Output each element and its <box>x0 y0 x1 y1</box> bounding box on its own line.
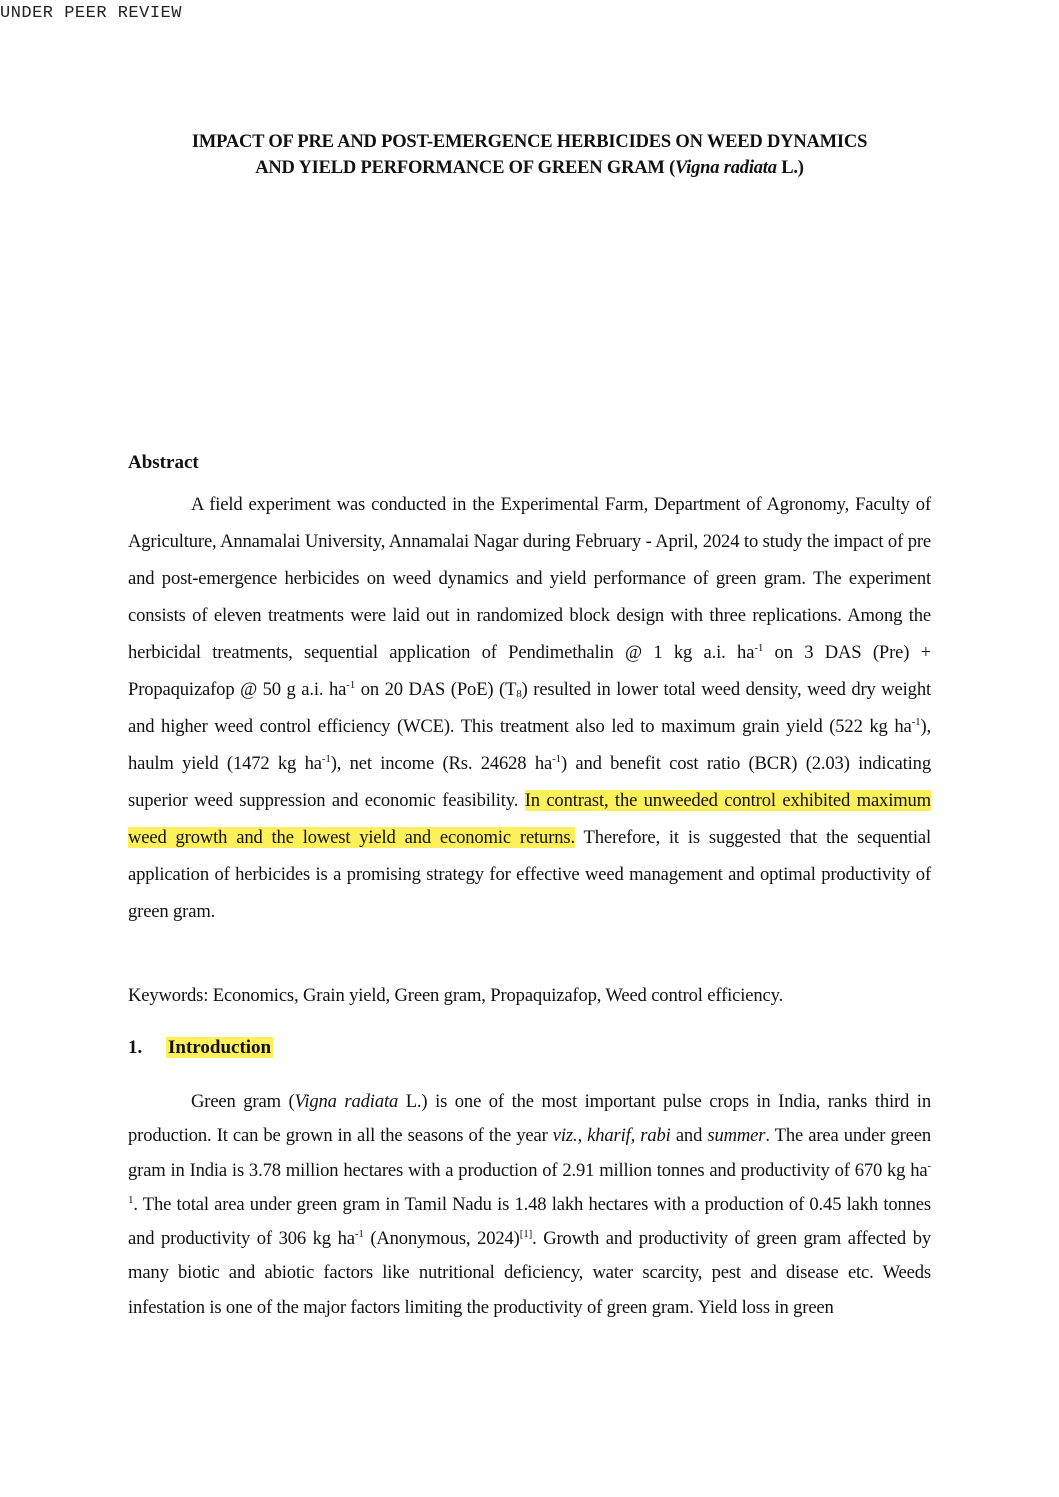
paper-title <box>118 129 941 181</box>
highlighted-text: In contrast, the unweeded control exhibited maximum weed growth and the lowest yield and economic returns. <box>128 790 931 848</box>
intro-text: (Anonymous, 2024) <box>363 1228 520 1250</box>
subscript: 8 <box>516 688 522 700</box>
abstract-heading: Abstract <box>128 452 199 473</box>
citation-reference[interactable]: [1] <box>519 1228 533 1241</box>
intro-italic: summer <box>707 1125 766 1147</box>
superscript: -1 <box>128 1159 931 1206</box>
abstract-text: on 3 DAS (Pre) + Propaquizafop @ 50 g a.i. ha <box>128 642 932 700</box>
superscript: -1 <box>321 753 331 765</box>
superscript: -1 <box>354 1228 364 1241</box>
intro-text: . The area under green gram in India is 3.78 million hectares with a production of 2.91 million tonnes and productivity of 670 kg ha <box>128 1125 931 1181</box>
intro-text: and <box>670 1125 708 1147</box>
superscript: -1 <box>346 679 356 691</box>
intro-text: Green gram ( <box>191 1091 295 1112</box>
title-line-2-prefix: AND YIELD PERFORMANCE OF GREEN GRAM ( <box>255 158 676 178</box>
keywords: Keywords: Economics, Grain yield, Green gram, Propaquizafop, Weed control efficiency. <box>128 985 784 1006</box>
section-number: 1. <box>128 1037 143 1058</box>
intro-text: . The total area under green gram in Tamil Nadu is 1.48 lakh hectares with a production of 0.45 lakh tonnes and productivity of 306 kg ha <box>128 1193 931 1250</box>
superscript: -1 <box>754 642 764 654</box>
abstract-text: Therefore, it is suggested that the sequential application of herbicides is a promising strategy for effective weed management and optimal productivity of green gram. <box>128 827 931 922</box>
abstract-text: on 20 DAS (PoE) (T <box>355 679 517 700</box>
abstract-text: ) resulted in lower total weed density, weed dry weight and higher weed control efficiency (WCE). This treatment also led to maximum grain yield (522 kg ha <box>128 679 931 737</box>
intro-text: L.) is one of the most important pulse crops in India, ranks third in production. It can be grown in all the seasons of the year <box>128 1091 931 1147</box>
title-line-2-suffix: L.) <box>776 158 804 178</box>
review-watermark: UNDER PEER REVIEW <box>0 4 182 23</box>
introduction-body <box>128 1085 931 1325</box>
abstract-text: ) and benefit cost ratio (BCR) (2.03) indicating superior weed suppression and economic feasibility. <box>128 753 931 811</box>
title-species-name: Vigna radiata <box>675 158 777 178</box>
intro-text: . Growth and productivity of green gram affected by many biotic and abiotic factors like nutritional deficiency, water scarcity, pest and disease etc. Weeds infestation is one of the major factors limiting the productivity of green gram. Yield loss in green <box>128 1228 931 1318</box>
intro-italic: viz., kharif, rabi <box>552 1125 671 1147</box>
section-heading-introduction <box>128 1037 273 1059</box>
abstract-body <box>128 486 931 930</box>
superscript: -1 <box>911 716 921 728</box>
superscript: -1 <box>552 753 561 765</box>
section-title: Introduction <box>168 1037 272 1058</box>
intro-italic: Vigna radiata <box>294 1091 399 1112</box>
abstract-text: ), net income (Rs. 24628 ha <box>330 753 553 774</box>
abstract-text: A field experiment was conducted in the Experimental Farm, Department of Agronomy, Faculty of Agriculture, Annamalai University, Annamalai Nagar during February - April, 2024 to study the impact of pre and post-emergence herbicides on weed dynamics and yield performance of green gram. The experiment consists of eleven treatments were laid out in randomized block design with three replications. Among the herbicidal treatments, sequential application of Pendimethalin @ 1 kg a.i. ha <box>128 494 931 663</box>
title-line-1: IMPACT OF PRE AND POST-EMERGENCE HERBICIDES ON WEED DYNAMICS <box>191 132 868 152</box>
abstract-text: ), haulm yield (1472 kg ha <box>128 716 931 774</box>
